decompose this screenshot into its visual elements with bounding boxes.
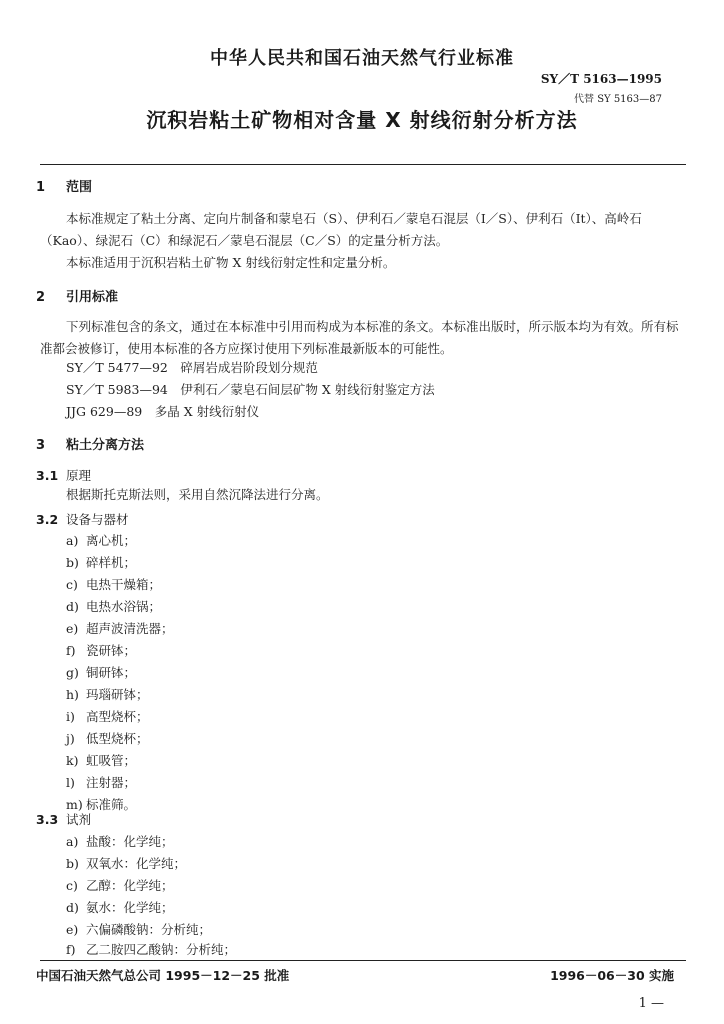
- standard-code: SY／T 5163—1995: [540, 72, 662, 86]
- replaces-note: 代替 SY 5163—87: [574, 94, 662, 105]
- subsection-number: 3.1: [36, 468, 59, 483]
- reagent-item: [66, 898, 174, 916]
- item-text: 乙醇：化学纯；: [86, 878, 174, 893]
- section-1-paragraph-2: 本标准适用于沉积岩粘土矿物 X 射线衍射定性和定量分析。: [66, 255, 396, 270]
- equipment-item: [66, 729, 149, 747]
- equipment-item: [66, 663, 136, 681]
- equipment-item: [66, 553, 136, 571]
- item-marker: h): [66, 687, 79, 702]
- equipment-item: [66, 685, 149, 703]
- reagent-item: [66, 940, 236, 958]
- subsection-3-3-heading: [36, 810, 91, 828]
- item-text: 电热干燥箱；: [86, 577, 162, 592]
- item-marker: k): [66, 753, 79, 768]
- item-marker: d): [66, 599, 79, 614]
- item-marker: g): [66, 665, 79, 680]
- subsection-3-1-paragraph: 根据斯托克斯法则，采用自然沉降法进行分离。: [66, 487, 329, 502]
- reagent-item: [66, 920, 211, 938]
- section-title: 引用标准: [66, 290, 119, 305]
- item-text: 高型烧杯；: [86, 709, 149, 724]
- item-text: 乙二胺四乙酸钠：分析纯；: [86, 942, 237, 957]
- reagent-item: [66, 854, 186, 872]
- reference-item: SY／T 5477—92 碎屑岩成岩阶段划分规范: [66, 360, 318, 375]
- implementation-date: 1996－06－30 实施: [550, 968, 674, 983]
- item-text: 双氧水：化学纯；: [86, 856, 187, 871]
- item-marker: l): [66, 775, 75, 790]
- item-text: 氨水：化学纯；: [86, 900, 174, 915]
- equipment-item: [66, 597, 161, 615]
- subsection-3-1-heading: [36, 466, 91, 484]
- reagent-item: [66, 832, 174, 850]
- item-marker: d): [66, 900, 79, 915]
- equipment-item: [66, 773, 136, 791]
- approval-note: 中国石油天然气总公司 1995－12－25 批准: [36, 968, 290, 983]
- section-3-heading: [36, 434, 144, 453]
- equipment-item: [66, 575, 161, 593]
- section-1-paragraph-1: 本标准规定了粘土分离、定向片制备和蒙皂石（S）、伊利石／蒙皂石混层（I／S）、伊利石（It）、高岭石（Kao）、绿泥石（C）和绿泥石／蒙皂石混层（C／S）的定量分析方法。: [40, 211, 642, 248]
- item-marker: c): [66, 577, 78, 592]
- item-marker: c): [66, 878, 78, 893]
- item-text: 注射器；: [86, 775, 137, 790]
- equipment-item: [66, 707, 149, 725]
- subsection-title: 原理: [66, 468, 92, 483]
- reference-item: JJG 629—89 多晶 X 射线衍射仪: [66, 404, 260, 419]
- page-number: 1 —: [638, 996, 664, 1011]
- item-marker: i): [66, 709, 75, 724]
- item-marker: b): [66, 555, 79, 570]
- item-marker: f): [66, 942, 76, 957]
- item-text: 玛瑙研钵；: [86, 687, 149, 702]
- section-title: 粘土分离方法: [66, 438, 145, 453]
- item-text: 电热水浴锅；: [86, 599, 162, 614]
- item-text: 六偏磷酸钠：分析纯；: [86, 922, 212, 937]
- item-marker: e): [66, 621, 79, 636]
- bottom-divider: [40, 960, 686, 961]
- item-text: 铜研钵；: [86, 665, 137, 680]
- subsection-title: 设备与器材: [66, 512, 129, 527]
- item-marker: b): [66, 856, 79, 871]
- subsection-number: 3.2: [36, 512, 59, 527]
- subsection-3-2-heading: [36, 510, 129, 528]
- section-number: 2: [36, 290, 46, 305]
- item-text: 虹吸管；: [86, 753, 137, 768]
- reagent-item: [66, 876, 174, 894]
- item-text: 碎样机；: [86, 555, 137, 570]
- equipment-item: [66, 619, 174, 637]
- item-text: 瓷研钵；: [86, 643, 137, 658]
- item-text: 离心机；: [86, 533, 137, 548]
- equipment-item: [66, 641, 136, 659]
- item-marker: a): [66, 533, 79, 548]
- subsection-title: 试剂: [66, 812, 92, 827]
- item-text: 超声波清洗器；: [86, 621, 174, 636]
- subsection-number: 3.3: [36, 812, 59, 827]
- equipment-item: [66, 751, 136, 769]
- item-marker: a): [66, 834, 79, 849]
- item-text: 低型烧杯；: [86, 731, 149, 746]
- reference-item: SY／T 5983—94 伊利石／蒙皂石间层矿物 X 射线衍射鉴定方法: [66, 382, 435, 397]
- section-1-heading: [36, 176, 92, 195]
- section-number: 3: [36, 438, 46, 453]
- equipment-item: [66, 531, 136, 549]
- industry-standard-heading: 中华人民共和国石油天然气行业标准: [210, 48, 514, 69]
- document-title: 沉积岩粘土矿物相对含量 X 射线衍射分析方法: [146, 108, 578, 132]
- section-number: 1: [36, 180, 46, 195]
- item-marker: j): [66, 731, 75, 746]
- item-marker: e): [66, 922, 79, 937]
- section-2-heading: [36, 286, 118, 305]
- section-2-paragraph-1: 下列标准包含的条文，通过在本标准中引用而构成为本标准的条文。本标准出版时，所示版本均为有效。所有标准都会被修订，使用本标准的各方应探讨使用下列标准最新版本的可能性。: [40, 319, 679, 356]
- item-marker: f): [66, 643, 76, 658]
- item-text: 盐酸：化学纯；: [86, 834, 174, 849]
- section-title: 范围: [66, 180, 93, 195]
- top-divider: [40, 164, 686, 165]
- item-text: 标准筛。: [86, 797, 137, 812]
- item-marker: m): [66, 797, 83, 812]
